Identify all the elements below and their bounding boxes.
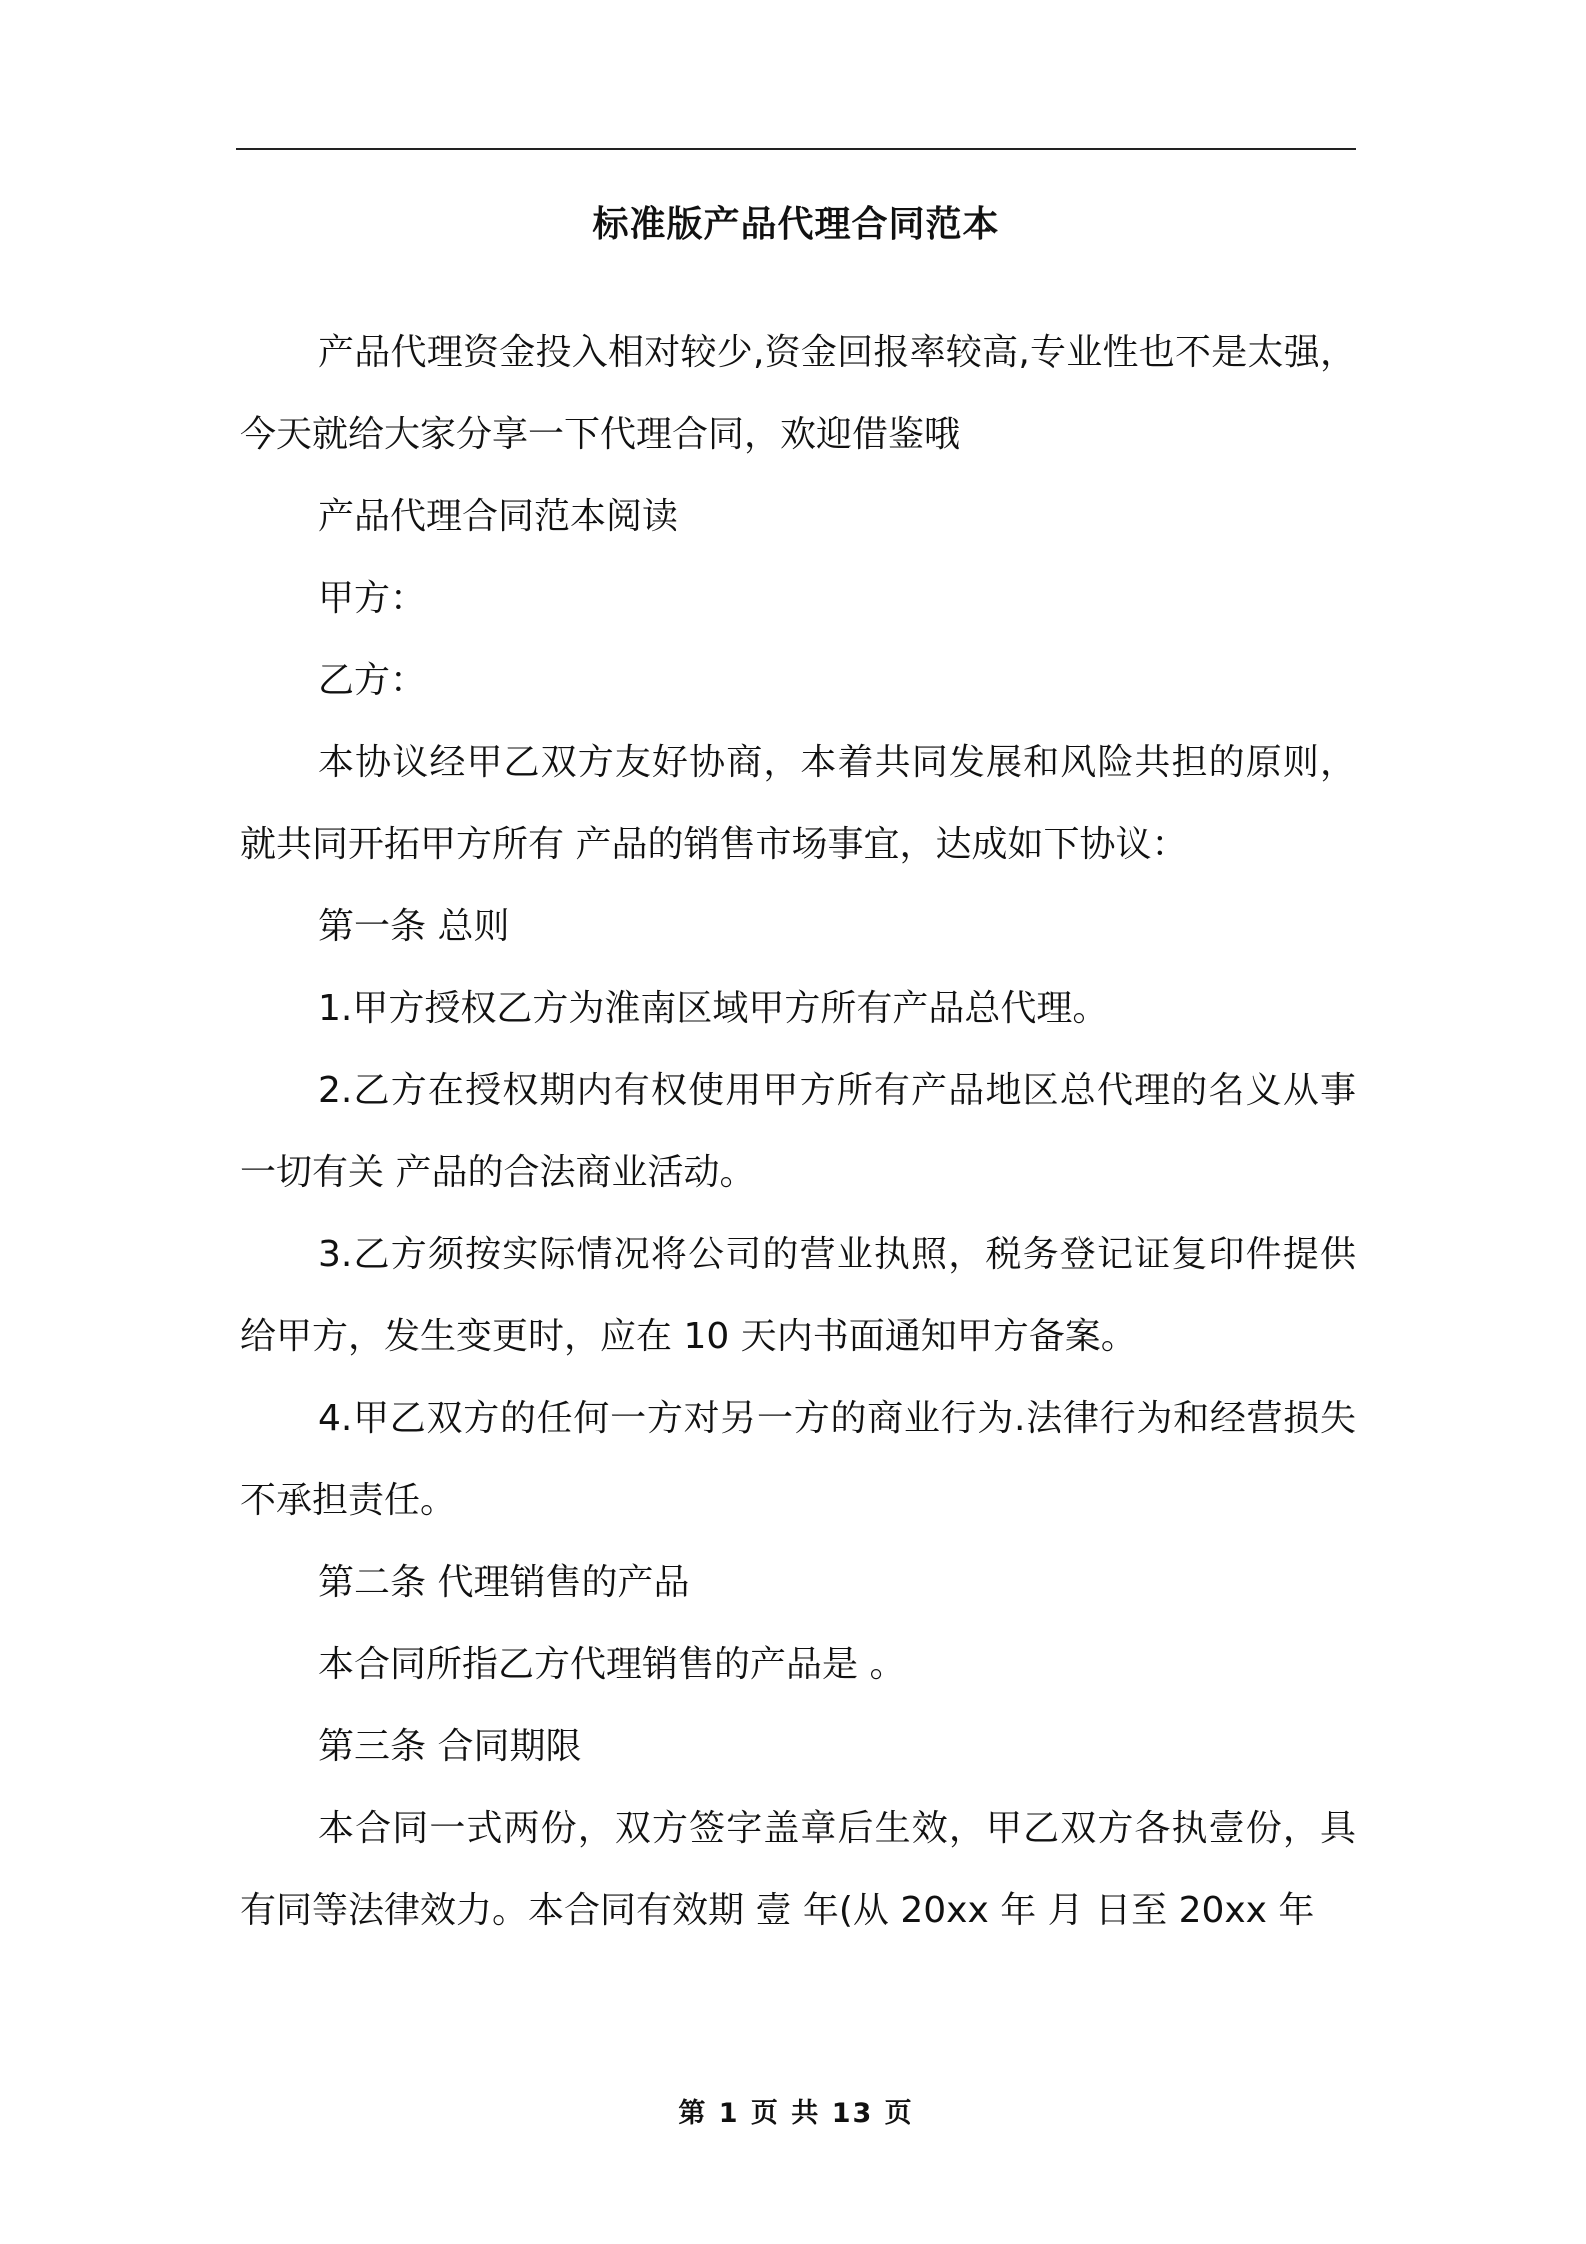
party-a-line: 甲方：: [318, 578, 427, 619]
document-title: 标准版产品代理合同范本: [592, 204, 1000, 245]
party-b-line: 乙方：: [318, 660, 427, 701]
section-heading: 产品代理合同范本阅读: [318, 496, 679, 537]
article-1-heading: 第一条 总则: [318, 906, 510, 947]
agreement-preamble: 本协议经甲乙双方友好协商，本着共同发展和风险共担的原则，就共同开拓甲方所有 产品的销售市场事宜，达成如下协议：: [240, 742, 1356, 865]
clause-1-2: 2.乙方在授权期内有权使用甲方所有产品地区总代理的名义从事一切有关 产品的合法商业活动。: [240, 1070, 1356, 1193]
clause-1-4: 4.甲乙双方的任何一方对另一方的商业行为.法律行为和经营损失不承担责任。: [240, 1398, 1356, 1521]
clause-2-1: 本合同所指乙方代理销售的产品是 。: [318, 1644, 906, 1685]
clause-3-1: 本合同一式两份，双方签字盖章后生效，甲乙双方各执壹份，具有同等法律效力。本合同有效期 壹 年(从 20xx 年 月 日至 20xx 年: [240, 1808, 1356, 1931]
header-divider: [236, 148, 1356, 150]
document-body: [240, 312, 1356, 1952]
page-number-footer: 第 1 页 共 13 页: [678, 2098, 914, 2129]
clause-1-3: 3.乙方须按实际情况将公司的营业执照，税务登记证复印件提供给甲方，发生变更时，应在 10 天内书面通知甲方备案。: [240, 1234, 1356, 1357]
article-2-heading: 第二条 代理销售的产品: [318, 1562, 690, 1603]
clause-1-1: 1.甲方授权乙方为淮南区域甲方所有产品总代理。: [318, 988, 1109, 1029]
article-3-heading: 第三条 合同期限: [318, 1726, 582, 1767]
intro-paragraph: 产品代理资金投入相对较少,资金回报率较高,专业性也不是太强，今天就给大家分享一下代理合同，欢迎借鉴哦: [240, 332, 1356, 455]
